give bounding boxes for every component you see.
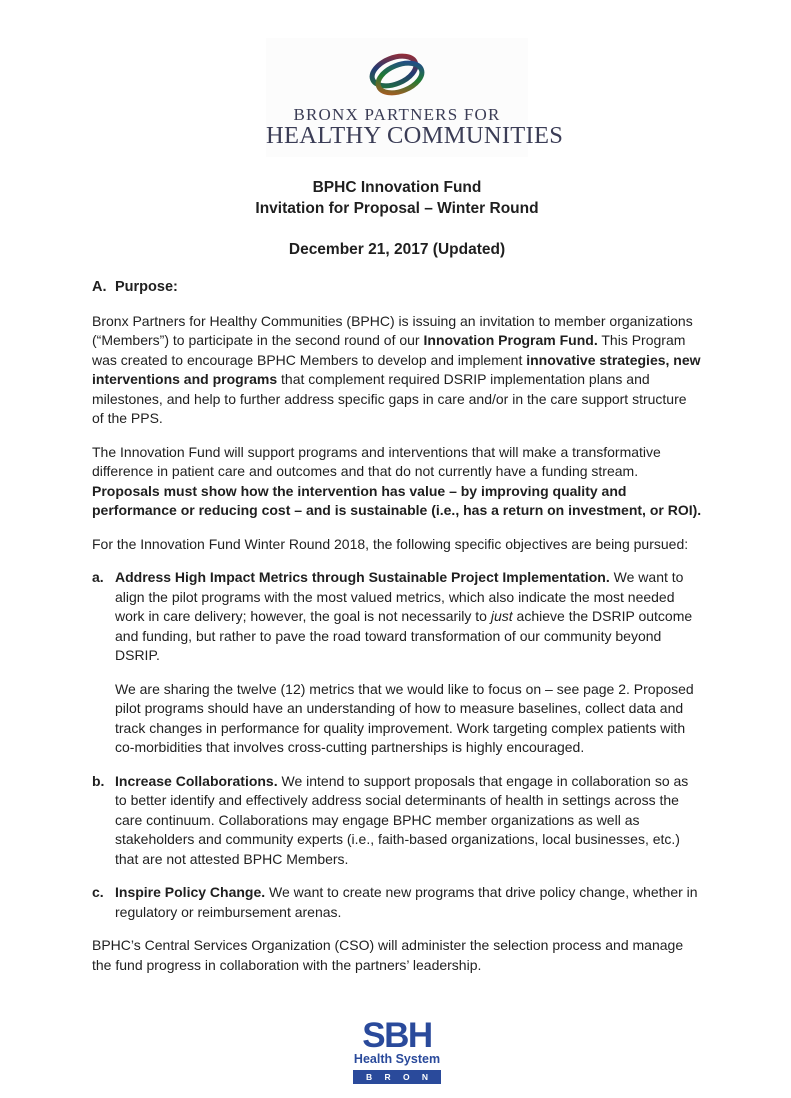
list-body-c: [115, 883, 702, 922]
bphc-logo: [266, 38, 564, 157]
text-run: We intend to support proposals that engage in collaboration so as to better identify and effectively address social determinants of health in settings across the care continuum. Collaborations may engage BPHC member organizations as well as stakeholders and community experts (i.e., faith-based organizations, local businesses, etc.) that are not attested BPHC Members.: [115, 772, 689, 867]
objective-a-paragraph-1: [115, 568, 702, 666]
text-run: achieve the DSRIP outcome and funding, but rather to pave the road toward transformation of our community beyond DSRIP.: [115, 608, 693, 663]
text-run: This Program was created to encourage BPHC Members to develop and implement: [92, 332, 686, 368]
text-run: innovative strategies, new interventions and programs: [92, 351, 701, 387]
paragraph-closing: [92, 936, 702, 975]
text-run: that complement required DSRIP implementation plans and milestones, and help to further address specific gaps in care and/or in the care support structure of the PPS.: [92, 371, 687, 426]
logo-text-line2: HEALTHY COMMUNITIES: [266, 121, 564, 149]
text-run: Bronx Partners for Healthy Communities (BPHC) is issuing an invitation to member organizations (“Members”) to participate in the second round of our: [92, 312, 693, 348]
paragraph-purpose-1: [92, 312, 702, 429]
doc-date: December 21, 2017 (Updated): [288, 241, 506, 258]
section-label: A.: [92, 279, 107, 295]
section-title: Purpose:: [115, 279, 178, 295]
doc-title-line1: BPHC Innovation Fund: [312, 179, 482, 196]
list-label-c: c.: [92, 884, 104, 900]
text-run: We are sharing the twelve (12) metrics that we would like to focus on – see page 2. Proposed pilot programs should have an understanding of how to measure baselines, collect data and track changes in performance for quality improvement. Work targeting complex patients with co-morbidities that involves cross-cutting partnerships is highly encouraged.: [115, 680, 694, 755]
text-run: Innovation Program Fund.: [423, 332, 598, 348]
text-run: Proposals must show how the intervention has value – by improving quality and performance or reducing cost – and is sustainable (i.e., has a return on investment, or ROI).: [92, 482, 702, 518]
text-run: The Innovation Fund will support programs and interventions that will make a transformative difference in patient care and outcomes and that do not currently have a funding stream.: [92, 443, 661, 479]
doc-title: [92, 177, 702, 219]
sbh-logo: [353, 1016, 441, 1096]
sbh-logo-subtitle: Health System: [353, 1052, 441, 1066]
logo-text-line1: BRONX PARTNERS FOR: [293, 105, 501, 124]
text-run: BPHC’s Central Services Organization (CSO) will administer the selection process and manage the fund progress in collaboration with the partners’ leadership.: [92, 937, 684, 973]
text-run: Increase Collaborations.: [115, 772, 278, 789]
text-run: We want to align the pilot programs with the most valued metrics, which also indicate the most needed work in care delivery; however, the goal is not necessarily to: [115, 569, 684, 624]
objective-c-paragraph: [115, 883, 702, 922]
list-body-a: [115, 568, 702, 758]
text-run: Inspire Policy Change.: [115, 884, 266, 900]
objective-a-paragraph-2: [115, 680, 702, 758]
bphc-swirl-icon: [359, 48, 435, 102]
objective-b-paragraph: [115, 772, 702, 870]
text-run: For the Innovation Fund Winter Round 2018, the following specific objectives are being pursued:: [92, 535, 689, 552]
objective-item-c: [92, 883, 702, 922]
sbh-logo-name: SBH: [362, 1016, 432, 1055]
text-run: Address High Impact Metrics through Sustainable Project Implementation.: [115, 569, 610, 585]
doc-title-line2: Invitation for Proposal – Winter Round: [255, 200, 539, 217]
list-label-a: a.: [92, 569, 104, 585]
objective-item-b: [92, 772, 702, 870]
list-body-b: [115, 772, 702, 870]
paragraph-purpose-2: [92, 443, 702, 521]
section-a-heading: [92, 278, 702, 298]
objective-item-a: [92, 568, 702, 758]
text-run: just: [490, 608, 513, 624]
text-run: We want to create new programs that drive policy change, whether in regulatory or reimbursement arenas.: [115, 884, 698, 920]
list-label-b: b.: [92, 772, 105, 789]
paragraph-objectives-intro: [92, 535, 702, 555]
sbh-logo-bronx-banner: B R O N X: [353, 1070, 441, 1084]
